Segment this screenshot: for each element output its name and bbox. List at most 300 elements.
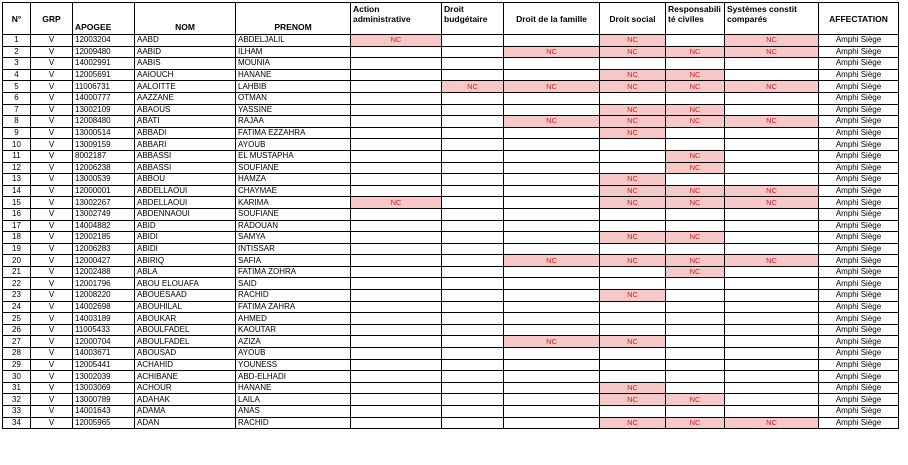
table-row: [3, 116, 899, 128]
cell-systemes-constit: [725, 371, 819, 383]
cell-affectation: Amphi Siège: [819, 139, 899, 151]
cell-affectation: Amphi Siège: [819, 92, 899, 104]
cell-affectation: Amphi Siège: [819, 116, 899, 128]
cell-apogee: 12005965: [73, 417, 135, 429]
cell-nom: AAIOUCH: [135, 69, 236, 81]
header-affectation: AFFECTATION: [819, 3, 899, 35]
cell-nom: AABID: [135, 46, 236, 58]
cell-systemes-constit-nc: NC: [725, 197, 819, 209]
cell-responsabilite-civiles-nc: NC: [666, 255, 725, 267]
cell-apogee: 12002488: [73, 266, 135, 278]
cell-prenom: AZIZA: [236, 336, 351, 348]
cell-action-administrative: [351, 301, 442, 313]
cell-prenom: SAFIA: [236, 255, 351, 267]
cell-grp: V: [31, 185, 73, 197]
cell-nom: ABLA: [135, 266, 236, 278]
cell-action-administrative: [351, 162, 442, 174]
cell-num: 1: [3, 35, 31, 47]
cell-droit-social: [600, 243, 666, 255]
cell-prenom: AYOUB: [236, 348, 351, 360]
cell-grp: V: [31, 243, 73, 255]
cell-droit-famille: [504, 417, 600, 429]
cell-responsabilite-civiles: [666, 35, 725, 47]
table-row: [3, 417, 899, 429]
cell-nom: ABDENNAOUI: [135, 208, 236, 220]
cell-systemes-constit: [725, 150, 819, 162]
cell-apogee: 12001796: [73, 278, 135, 290]
cell-prenom: AHMED: [236, 313, 351, 325]
cell-droit-famille: [504, 278, 600, 290]
cell-nom: ABATI: [135, 116, 236, 128]
cell-responsabilite-civiles: [666, 324, 725, 336]
cell-droit-social-nc: NC: [600, 174, 666, 186]
cell-responsabilite-civiles: [666, 243, 725, 255]
cell-action-administrative: [351, 127, 442, 139]
cell-action-administrative-nc: NC: [351, 197, 442, 209]
cell-nom: ABBASSI: [135, 150, 236, 162]
cell-droit-famille: [504, 266, 600, 278]
cell-prenom: ILHAM: [236, 46, 351, 58]
cell-affectation: Amphi Siège: [819, 382, 899, 394]
cell-systemes-constit: [725, 324, 819, 336]
header-droit-social: Droit social: [600, 3, 666, 35]
cell-affectation: Amphi Siège: [819, 394, 899, 406]
header-droit-famille: Droit de la famille: [504, 3, 600, 35]
cell-prenom: OTMAN: [236, 92, 351, 104]
cell-grp: V: [31, 371, 73, 383]
cell-affectation: Amphi Siège: [819, 324, 899, 336]
cell-droit-famille: [504, 185, 600, 197]
cell-num: 32: [3, 394, 31, 406]
cell-prenom: SAID: [236, 278, 351, 290]
cell-action-administrative: [351, 174, 442, 186]
cell-affectation: Amphi Siège: [819, 104, 899, 116]
cell-droit-budgetaire: [442, 243, 504, 255]
cell-grp: V: [31, 336, 73, 348]
cell-num: 7: [3, 104, 31, 116]
cell-apogee: 13002749: [73, 208, 135, 220]
cell-action-administrative: [351, 417, 442, 429]
cell-action-administrative: [351, 81, 442, 93]
cell-droit-famille-nc: NC: [504, 336, 600, 348]
cell-num: 14: [3, 185, 31, 197]
cell-action-administrative-nc: NC: [351, 35, 442, 47]
cell-apogee: 11005433: [73, 324, 135, 336]
cell-droit-famille: [504, 69, 600, 81]
cell-droit-social-nc: NC: [600, 232, 666, 244]
cell-num: 6: [3, 92, 31, 104]
cell-grp: V: [31, 394, 73, 406]
cell-systemes-constit: [725, 359, 819, 371]
cell-apogee: 11006731: [73, 81, 135, 93]
cell-droit-famille: [504, 197, 600, 209]
cell-systemes-constit: [725, 348, 819, 360]
table-row: [3, 197, 899, 209]
cell-grp: V: [31, 348, 73, 360]
cell-num: 2: [3, 46, 31, 58]
cell-droit-social-nc: NC: [600, 185, 666, 197]
cell-droit-budgetaire: [442, 139, 504, 151]
cell-responsabilite-civiles: [666, 406, 725, 418]
cell-grp: V: [31, 197, 73, 209]
cell-droit-social: [600, 324, 666, 336]
header-nom: NOM: [135, 3, 236, 35]
cell-droit-budgetaire: [442, 69, 504, 81]
table-row: [3, 324, 899, 336]
cell-num: 15: [3, 197, 31, 209]
cell-droit-budgetaire: [442, 266, 504, 278]
cell-apogee: 13003069: [73, 382, 135, 394]
cell-nom: AABD: [135, 35, 236, 47]
cell-systemes-constit: [725, 290, 819, 302]
table-row: [3, 220, 899, 232]
cell-droit-social-nc: NC: [600, 46, 666, 58]
cell-droit-famille-nc: NC: [504, 116, 600, 128]
cell-grp: V: [31, 382, 73, 394]
cell-droit-budgetaire: [442, 174, 504, 186]
cell-prenom: CHAYMAE: [236, 185, 351, 197]
cell-droit-social: [600, 162, 666, 174]
cell-grp: V: [31, 255, 73, 267]
cell-affectation: Amphi Siège: [819, 359, 899, 371]
cell-apogee: 14002991: [73, 58, 135, 70]
cell-responsabilite-civiles: [666, 92, 725, 104]
cell-prenom: YASSINE: [236, 104, 351, 116]
cell-action-administrative: [351, 232, 442, 244]
cell-num: 11: [3, 150, 31, 162]
cell-prenom: FATIMA ZOHRA: [236, 266, 351, 278]
cell-systemes-constit-nc: NC: [725, 116, 819, 128]
table-row: [3, 406, 899, 418]
cell-systemes-constit: [725, 336, 819, 348]
cell-apogee: 12006283: [73, 243, 135, 255]
cell-prenom: LAILA: [236, 394, 351, 406]
cell-responsabilite-civiles: [666, 278, 725, 290]
cell-droit-famille: [504, 150, 600, 162]
cell-grp: V: [31, 162, 73, 174]
cell-responsabilite-civiles-nc: NC: [666, 185, 725, 197]
cell-droit-budgetaire: [442, 185, 504, 197]
cell-responsabilite-civiles-nc: NC: [666, 417, 725, 429]
cell-droit-social: [600, 359, 666, 371]
cell-responsabilite-civiles: [666, 371, 725, 383]
cell-droit-social: [600, 208, 666, 220]
cell-num: 5: [3, 81, 31, 93]
cell-droit-budgetaire: [442, 301, 504, 313]
cell-action-administrative: [351, 382, 442, 394]
cell-num: 24: [3, 301, 31, 313]
cell-systemes-constit-nc: NC: [725, 81, 819, 93]
cell-prenom: SAMYA: [236, 232, 351, 244]
cell-droit-famille-nc: NC: [504, 255, 600, 267]
cell-affectation: Amphi Siège: [819, 81, 899, 93]
cell-responsabilite-civiles: [666, 336, 725, 348]
cell-apogee: 14001643: [73, 406, 135, 418]
cell-systemes-constit: [725, 139, 819, 151]
cell-grp: V: [31, 266, 73, 278]
cell-prenom: RADOUAN: [236, 220, 351, 232]
cell-nom: ABBARI: [135, 139, 236, 151]
cell-droit-budgetaire: [442, 116, 504, 128]
cell-droit-budgetaire: [442, 208, 504, 220]
cell-droit-famille: [504, 35, 600, 47]
cell-grp: V: [31, 208, 73, 220]
cell-action-administrative: [351, 324, 442, 336]
cell-droit-famille: [504, 394, 600, 406]
cell-affectation: Amphi Siège: [819, 266, 899, 278]
cell-num: 13: [3, 174, 31, 186]
cell-action-administrative: [351, 255, 442, 267]
cell-prenom: ABD-ELHADI: [236, 371, 351, 383]
cell-num: 4: [3, 69, 31, 81]
cell-action-administrative: [351, 278, 442, 290]
cell-grp: V: [31, 127, 73, 139]
cell-responsabilite-civiles: [666, 382, 725, 394]
cell-grp: V: [31, 278, 73, 290]
cell-affectation: Amphi Siège: [819, 127, 899, 139]
cell-apogee: 14002698: [73, 301, 135, 313]
cell-apogee: 12008220: [73, 290, 135, 302]
cell-droit-budgetaire: [442, 394, 504, 406]
cell-apogee: 13000539: [73, 174, 135, 186]
cell-responsabilite-civiles-nc: NC: [666, 104, 725, 116]
cell-droit-social: [600, 92, 666, 104]
cell-nom: ACHOUR: [135, 382, 236, 394]
cell-responsabilite-civiles: [666, 220, 725, 232]
cell-prenom: HANANE: [236, 382, 351, 394]
cell-systemes-constit: [725, 69, 819, 81]
cell-num: 31: [3, 382, 31, 394]
cell-nom: ABID: [135, 220, 236, 232]
cell-nom: ABBADI: [135, 127, 236, 139]
cell-action-administrative: [351, 266, 442, 278]
cell-responsabilite-civiles-nc: NC: [666, 197, 725, 209]
cell-nom: AALOITTE: [135, 81, 236, 93]
cell-grp: V: [31, 69, 73, 81]
cell-systemes-constit: [725, 220, 819, 232]
cell-nom: ABOUESAAD: [135, 290, 236, 302]
cell-prenom: RACHID: [236, 290, 351, 302]
cell-systemes-constit-nc: NC: [725, 46, 819, 58]
cell-systemes-constit-nc: NC: [725, 417, 819, 429]
cell-grp: V: [31, 58, 73, 70]
cell-droit-social-nc: NC: [600, 336, 666, 348]
table-row: [3, 336, 899, 348]
cell-grp: V: [31, 406, 73, 418]
cell-affectation: Amphi Siège: [819, 174, 899, 186]
cell-action-administrative: [351, 348, 442, 360]
cell-droit-famille: [504, 232, 600, 244]
cell-prenom: RAJAA: [236, 116, 351, 128]
cell-nom: ABOUHILAL: [135, 301, 236, 313]
cell-apogee: 8002187: [73, 150, 135, 162]
cell-systemes-constit: [725, 92, 819, 104]
cell-action-administrative: [351, 406, 442, 418]
cell-droit-social: [600, 371, 666, 383]
cell-prenom: INTISSAR: [236, 243, 351, 255]
cell-affectation: Amphi Siège: [819, 208, 899, 220]
cell-affectation: Amphi Siège: [819, 313, 899, 325]
cell-affectation: Amphi Siège: [819, 162, 899, 174]
header-apogee: APOGEE: [73, 3, 135, 35]
table-row: [3, 255, 899, 267]
cell-nom: ABIDI: [135, 232, 236, 244]
cell-droit-famille-nc: NC: [504, 46, 600, 58]
cell-apogee: 12000001: [73, 185, 135, 197]
table-row: [3, 35, 899, 47]
cell-apogee: 13000514: [73, 127, 135, 139]
cell-droit-budgetaire: [442, 406, 504, 418]
students-table: [2, 2, 899, 429]
cell-droit-budgetaire: [442, 46, 504, 58]
cell-apogee: 14003671: [73, 348, 135, 360]
header-action-administrative: Action administrative: [351, 3, 442, 35]
cell-droit-social: [600, 266, 666, 278]
cell-droit-social-nc: NC: [600, 127, 666, 139]
cell-num: 16: [3, 208, 31, 220]
cell-nom: ABBASSI: [135, 162, 236, 174]
cell-grp: V: [31, 313, 73, 325]
table-row: [3, 58, 899, 70]
cell-responsabilite-civiles: [666, 301, 725, 313]
cell-droit-budgetaire: [442, 255, 504, 267]
cell-droit-social-nc: NC: [600, 81, 666, 93]
table-row: [3, 394, 899, 406]
cell-affectation: Amphi Siège: [819, 150, 899, 162]
header-num: N°: [3, 3, 31, 35]
cell-droit-social-nc: NC: [600, 394, 666, 406]
cell-num: 18: [3, 232, 31, 244]
cell-grp: V: [31, 220, 73, 232]
cell-nom: ADAN: [135, 417, 236, 429]
cell-droit-famille: [504, 301, 600, 313]
cell-grp: V: [31, 290, 73, 302]
cell-apogee: 12000427: [73, 255, 135, 267]
cell-systemes-constit-nc: NC: [725, 185, 819, 197]
cell-droit-famille: [504, 359, 600, 371]
cell-nom: ABOULFADEL: [135, 336, 236, 348]
cell-prenom: YOUNESS: [236, 359, 351, 371]
table-row: [3, 150, 899, 162]
cell-num: 27: [3, 336, 31, 348]
cell-responsabilite-civiles: [666, 313, 725, 325]
cell-affectation: Amphi Siège: [819, 255, 899, 267]
cell-droit-social-nc: NC: [600, 197, 666, 209]
cell-nom: ABIDI: [135, 243, 236, 255]
header-droit-budgetaire: Droit budgétaire: [442, 3, 504, 35]
cell-prenom: HANANE: [236, 69, 351, 81]
cell-droit-social: [600, 313, 666, 325]
cell-apogee: 12003204: [73, 35, 135, 47]
cell-droit-budgetaire: [442, 35, 504, 47]
cell-action-administrative: [351, 116, 442, 128]
table-body: [3, 35, 899, 429]
cell-droit-budgetaire: [442, 150, 504, 162]
cell-num: 33: [3, 406, 31, 418]
cell-droit-budgetaire: [442, 127, 504, 139]
table-row: [3, 313, 899, 325]
cell-nom: ACHIBANE: [135, 371, 236, 383]
table-row: [3, 162, 899, 174]
cell-num: 20: [3, 255, 31, 267]
cell-nom: AABIS: [135, 58, 236, 70]
cell-droit-famille: [504, 243, 600, 255]
table-row: [3, 46, 899, 58]
cell-systemes-constit: [725, 232, 819, 244]
cell-action-administrative: [351, 336, 442, 348]
cell-grp: V: [31, 174, 73, 186]
table-row: [3, 208, 899, 220]
cell-num: 9: [3, 127, 31, 139]
cell-grp: V: [31, 417, 73, 429]
cell-droit-budgetaire: [442, 359, 504, 371]
cell-droit-social: [600, 348, 666, 360]
cell-droit-budgetaire: [442, 104, 504, 116]
table-row: [3, 185, 899, 197]
cell-droit-budgetaire: [442, 58, 504, 70]
cell-prenom: KARIMA: [236, 197, 351, 209]
cell-apogee: 14000777: [73, 92, 135, 104]
cell-responsabilite-civiles: [666, 174, 725, 186]
cell-grp: V: [31, 92, 73, 104]
cell-num: 12: [3, 162, 31, 174]
cell-droit-budgetaire: [442, 382, 504, 394]
cell-responsabilite-civiles-nc: NC: [666, 232, 725, 244]
cell-prenom: RACHID: [236, 417, 351, 429]
cell-nom: ABIRIQ: [135, 255, 236, 267]
cell-responsabilite-civiles: [666, 127, 725, 139]
cell-action-administrative: [351, 290, 442, 302]
cell-droit-social-nc: NC: [600, 290, 666, 302]
cell-droit-social-nc: NC: [600, 116, 666, 128]
cell-droit-social: [600, 58, 666, 70]
table-row: [3, 348, 899, 360]
cell-droit-famille: [504, 313, 600, 325]
cell-apogee: 13000789: [73, 394, 135, 406]
cell-prenom: FATIMA ZAHRA: [236, 301, 351, 313]
cell-droit-famille-nc: NC: [504, 81, 600, 93]
table-row: [3, 104, 899, 116]
cell-num: 26: [3, 324, 31, 336]
cell-systemes-constit: [725, 394, 819, 406]
cell-nom: ADAMA: [135, 406, 236, 418]
cell-responsabilite-civiles-nc: NC: [666, 394, 725, 406]
cell-apogee: 12005691: [73, 69, 135, 81]
header-grp: GRP: [31, 3, 73, 35]
cell-droit-budgetaire: [442, 348, 504, 360]
cell-num: 8: [3, 116, 31, 128]
cell-action-administrative: [351, 92, 442, 104]
cell-responsabilite-civiles: [666, 58, 725, 70]
cell-responsabilite-civiles-nc: NC: [666, 46, 725, 58]
cell-action-administrative: [351, 104, 442, 116]
cell-prenom: HAMZA: [236, 174, 351, 186]
cell-affectation: Amphi Siège: [819, 46, 899, 58]
cell-nom: ADAHAK: [135, 394, 236, 406]
header-row: [3, 3, 899, 35]
cell-affectation: Amphi Siège: [819, 301, 899, 313]
cell-affectation: Amphi Siège: [819, 417, 899, 429]
table-row: [3, 92, 899, 104]
cell-action-administrative: [351, 46, 442, 58]
cell-nom: ABDELLAOUI: [135, 197, 236, 209]
cell-droit-famille: [504, 139, 600, 151]
cell-grp: V: [31, 139, 73, 151]
header-responsabilite-civiles: Responsabili té civiles: [666, 3, 725, 35]
cell-systemes-constit: [725, 208, 819, 220]
cell-affectation: Amphi Siège: [819, 336, 899, 348]
cell-droit-budgetaire: [442, 336, 504, 348]
